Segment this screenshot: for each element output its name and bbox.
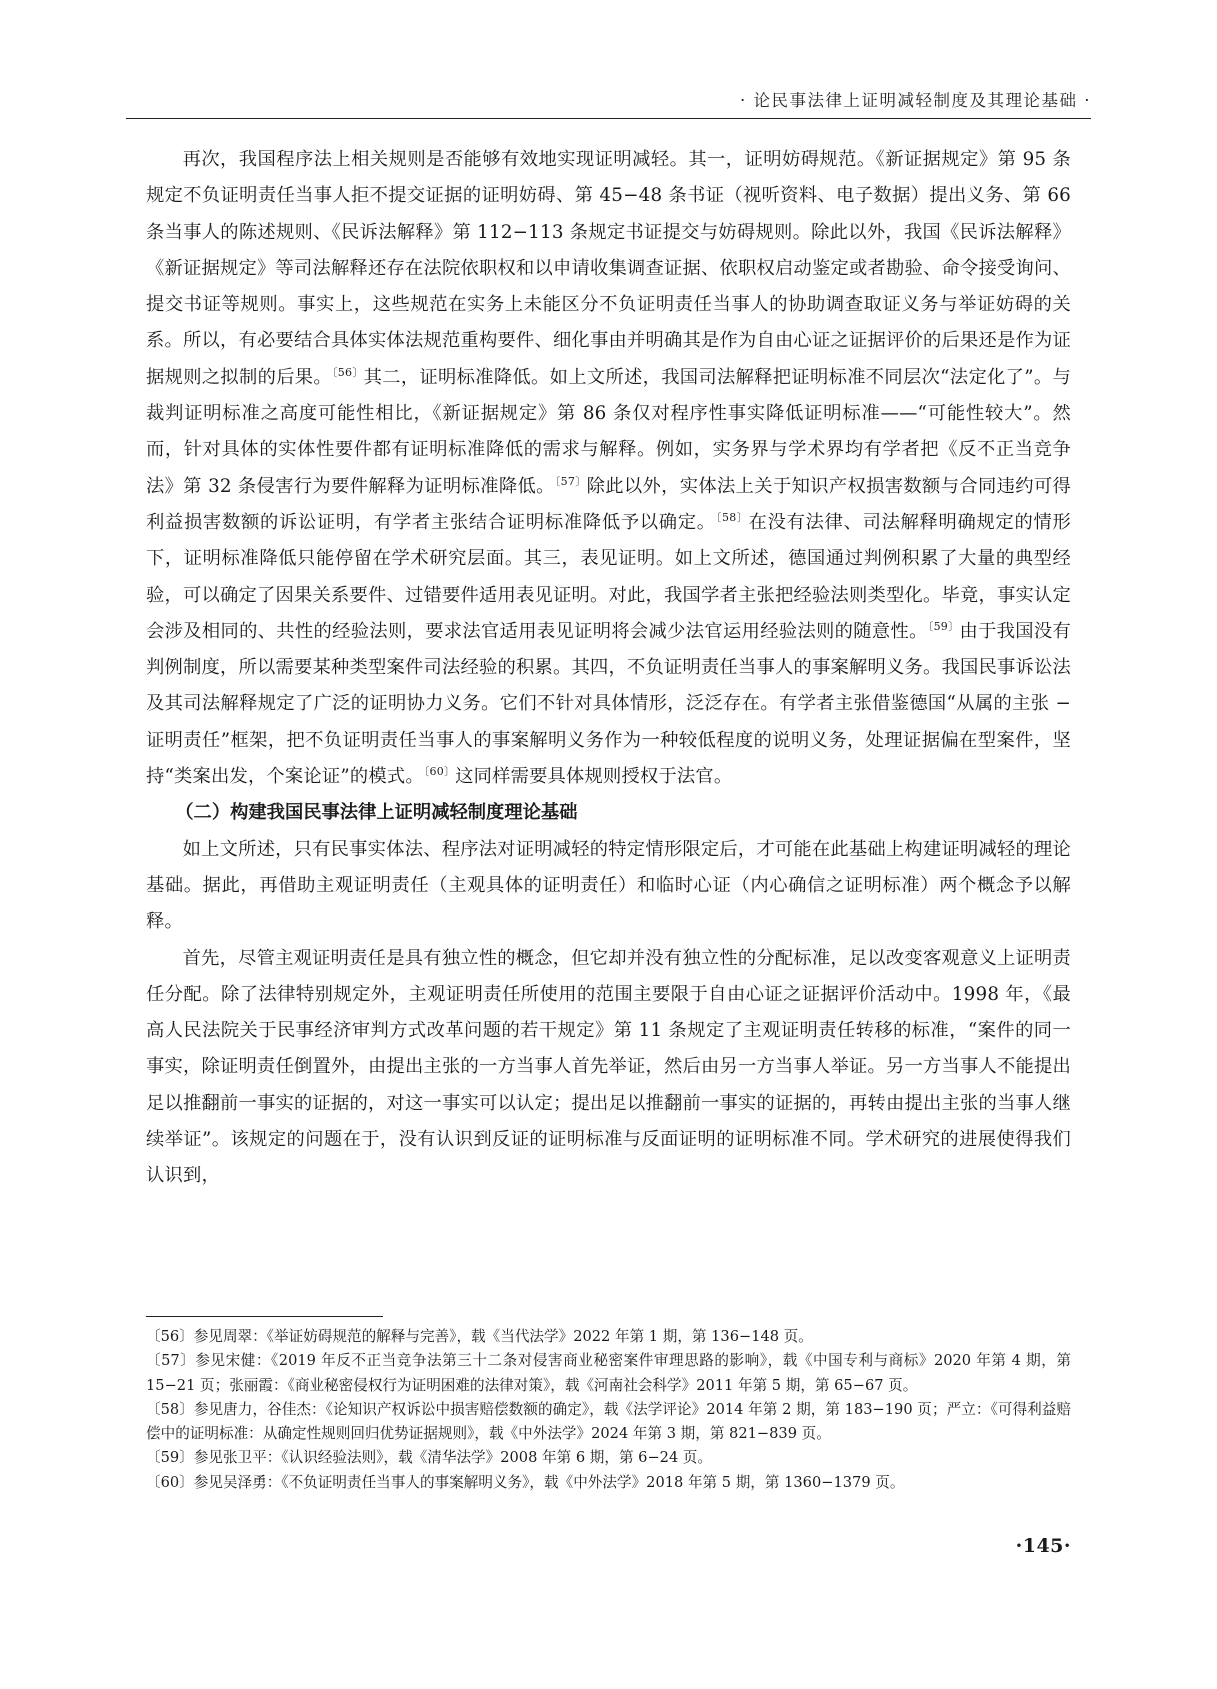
paragraph-text: 这同样需要具体规则授权于法官。 <box>455 766 733 788</box>
section-heading: （二）构建我国民事法律上证明减轻制度理论基础 <box>175 802 578 824</box>
page-number: ·145· <box>1015 1535 1071 1557</box>
paragraph-text: 再次，我国程序法上相关规则是否能够有效地实现证明减轻。其一，证明妨碍规范。《新证据规定》第 95 条规定不负证明责任当事人拒不提交证据的证明妨碍、第 45−48 条书证（视听资料、电子数据）提出义务、第 66 条当事人的陈述规则、《民诉法解释》第 112−113 条规定书证提交与妨碍规则。除此以外，我国《民诉法解释》《新证据规定》等司法解释还存在法院依职权和以申请收集调查证据、依职权启动鉴定或者勘验、命令接受询问、提交书证等规则。事实上，这些规范在实务上未能区分不负证明责任当事人的协助调查取证义务与举证妨碍的关系。所以，有必要结合具体实体法规范重构要件、细化事由并明确其是作为自由心证之证据评价的后果还是作为证据规则之拟制的后果。 <box>146 149 1071 388</box>
footnote-58: 〔58〕参见唐力，谷佳杰：《论知识产权诉讼中损害赔偿数额的确定》，载《法学评论》2014 年第 2 期，第 183−190 页；严立：《可得利益赔偿中的证明标准：从确定性规则回归优势证据规则》，载《中外法学》2024 年第 3 期，第 821−839 页。 <box>146 1400 1071 1443</box>
footnote-ref-56[interactable]: 〔56〕 <box>331 365 364 379</box>
footnote-ref-58[interactable]: 〔58〕 <box>715 510 749 524</box>
footnote-57: 〔57〕参见宋健：《2019 年反不正当竞争法第三十二条对侵害商业秘密案件审理思路的影响》，载《中国专利与商标》2020 年第 4 期，第 15−21 页；张丽霞：《商业秘密侵权行为证明困难的法律对策》，载《河南社会科学》2011 年第 5 期，第 65−67 页。 <box>146 1352 1071 1394</box>
footnote-ref-57[interactable]: 〔57〕 <box>554 474 587 488</box>
paragraph-text: 除此以外，实体法上关于知识产权损害数额与合同违约可得利益损害数额的诉讼证明，有学者主张结合证明标准降低予以确定。 <box>146 475 1072 533</box>
footnote-56: 〔56〕参见周翠：《举证妨碍规范的解释与完善》，载《当代法学》2022 年第 1 期，第 136−148 页。 <box>146 1328 813 1345</box>
running-title: · 论民事法律上证明减轻制度及其理论基础 · <box>740 91 1091 110</box>
paragraph-subjective-burden: 首先，尽管主观证明责任是具有独立性的概念，但它却并没有独立性的分配标准，足以改变客观意义上证明责任分配。除了法律特别规定外，主观证明责任所使用的范围主要限于自由心证之证据评价活动中。1998 年，《最高人民法院关于民事经济审判方式改革问题的若干规定》第 11 条规定了主观证明责任转移的标准，“案件的同一事实，除证明责任倒置外，由提出主张的一方当事人首先举证，然后由另一方当事人举证。另一方当事人不能提出足以推翻前一事实的证据的，对这一事实可以认定；提出足以推翻前一事实的证据的，再转由提出主张的当事人继续举证”。该规定的问题在于，没有认识到反证的证明标准与反面证明的证明标准不同。学术研究的进展使得我们认识到， <box>146 947 1071 1187</box>
running-header <box>126 78 1091 119</box>
paragraph-text: 在没有法律、司法解释明确规定的情形下，证明标准降低只能停留在学术研究层面。其三，表见证明。如上文所述，德国通过判例积累了大量的典型经验，可以确定了因果关系要件、过错要件适用表见证明。对此，我国学者主张把经验法则类型化。毕竟，事实认定会涉及相同的、共性的经验法则，要求法官适用表见证明将会减少法官运用经验法则的随意性。 <box>146 511 1071 642</box>
paragraph-text: 由于我国没有判例制度，所以需要某种类型案件司法经验的积累。其四，不负证明责任当事人的事案解明义务。我国民事诉讼法及其司法解释规定了广泛的证明协力义务。它们不针对具体情形，泛泛存在。有学者主张借鉴德国“从属的主张 − 证明责任”框架，把不负证明责任当事人的事案解明义务作为一种较低程度的说明义务，处理证据偏在型案件，坚持“类案出发，个案论证”的模式。 <box>146 620 1071 788</box>
paragraph-text: 其二，证明标准降低。如上文所述，我国司法解释把证明标准不同层次“法定化了”。与裁判证明标准之高度可能性相比，《新证据规定》第 86 条仅对程序性事实降低证明标准——“可能性较大”。然而，针对具体的实体性要件都有证明标准降低的需求与解释。例如，实务界与学术界均有学者把《反不正当竞争法》第 32 条侵害行为要件解释为证明标准降低。 <box>146 366 1071 497</box>
footnote-ref-59[interactable]: 〔59〕 <box>927 619 960 633</box>
footnote-divider <box>146 1316 383 1317</box>
paragraph-procedural-rules <box>146 142 1071 795</box>
footnote-60: 〔60〕参见吴泽勇：《不负证明责任当事人的事案解明义务》，载《中外法学》2018 年第 5 期，第 1360−1379 页。 <box>146 1473 905 1491</box>
footnotes <box>146 1325 1071 1495</box>
paragraph-theory-basis: 如上文所述，只有民事实体法、程序法对证明减轻的特定情形限定后，才可能在此基础上构建证明减轻的理论基础。据此，再借助主观证明责任（主观具体的证明责任）和临时心证（内心确信之证明标准）两个概念予以解释。 <box>146 838 1071 933</box>
footnote-59: 〔59〕参见张卫平：《认识经验法则》，载《清华法学》2008 年第 6 期，第 6−24 页。 <box>146 1449 713 1467</box>
body-text <box>146 142 1071 1195</box>
footnote-ref-60[interactable]: 〔60〕 <box>423 764 456 778</box>
